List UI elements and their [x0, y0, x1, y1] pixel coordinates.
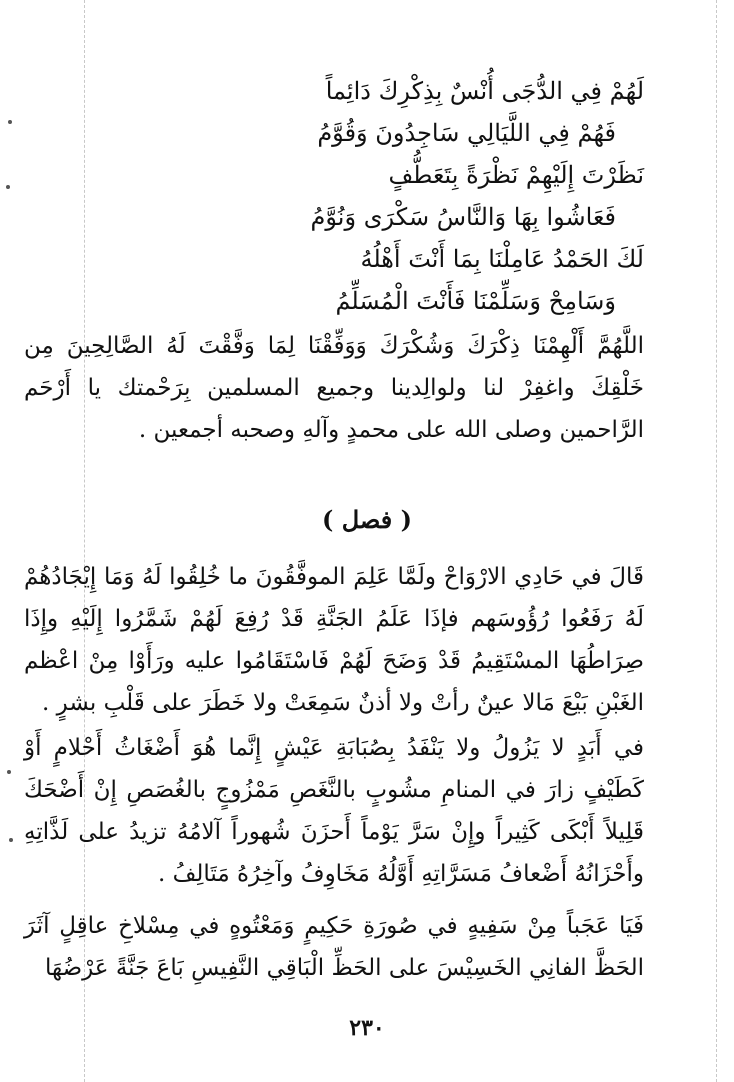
- scan-guide-right: [716, 0, 717, 1082]
- poem-verse: لَهُمْ فِي الدُّجَى أُنْسٌ بِذِكْرِكَ دَائِماً: [325, 77, 644, 105]
- poem-verse: نَظَرْتَ إِلَيْهِمْ نَظْرَةً بِتَعَطُّفٍ: [388, 161, 644, 189]
- poem-block: [84, 70, 644, 322]
- page-number: ٢٣٠: [349, 1015, 385, 1041]
- scan-speck: [7, 770, 11, 774]
- body-paragraph: فَيَا عَجَباً مِنْ سَفِيهٍ في صُورَةِ حَكِيمٍ وَمَعْتُوهٍ في مِسْلاخِ عاقِلٍ آثَرَ الحَظَّ الفانِي الخَسِيْسَ على الحَظِّ الْبَاقِي النَّفِيسِ بَاعَ جَنَّةً عَرْضُهَا: [24, 913, 644, 981]
- body-paragraph: قَالَ في حَادِي الارْوَاحْ ولَمَّا عَلِمَ الموفَّقُونَ ما خُلِقُوا لَهُ وَمَا إِيْجَادُهُمْ لَهُ رَفَعُوا رُؤُوسَهم فإذَا عَلَمُ الجَنَّةِ قَدْ رُفِعَ لَهُمْ شَمَّرُوا إِلَيْهِ وإِذَا صِرَاطُهَا المسْتَقِيمُ قَدْ وَضَحَ لَهُمْ فَاسْتَقَامُوا عليه ورَأَوْا مِنْ اعْظم الغَبْنِ بَيْعَ مَالا عينٌ رأتْ ولا أذنٌ سَمِعَتْ ولا خَطَرَ على قَلْبِ بشرٍ .: [24, 564, 644, 716]
- section-heading: ( فصل ): [322, 505, 412, 534]
- poem-verse: وَسَامِحْ وَسَلِّمْنَا فَأَنْتَ الْمُسَلِّمُ: [335, 287, 616, 315]
- scan-speck: [9, 838, 13, 842]
- poem-verse: فَعَاشُوا بِهَا وَالنَّاسُ سَكْرَى وَنُوَّمُ: [310, 203, 616, 231]
- scan-speck: [8, 120, 12, 124]
- poem-verse: فَهُمْ فِي اللَّيَالِي سَاجِدُونَ وَقُوَّمُ: [317, 119, 616, 147]
- poem-verse: لَكَ الحَمْدُ عَامِلْنَا بِمَا أَنْتَ أَهْلُهُ: [360, 245, 644, 273]
- prayer-paragraph: اللَّهُمَّ أَلْهِمْنَا ذِكْرَكَ وَشُكْرَكَ وَوَفِّقْنَا لِمَا وَفَّقْتَ لَهُ الصَّالِحِينَ مِن خَلْقِكَ واغفِرْ لنا ولوالِدينا وجميع المسلمين بِرَحْمتك يا أَرْحَم الرَّاحمين وصلى الله على محمدٍ وآلهِ وصحبه أجمعين .: [24, 333, 644, 443]
- scan-speck: [6, 185, 10, 189]
- body-paragraph: في أَبَدٍ لا يَزُولُ ولا يَنْفَدُ بِصُبَابَةِ عَيْشٍ إِنَّما هُوَ أَضْغَاثُ أَحْلامٍ أَوْ كَطَيْفٍ زارَ في المنامِ مشُوبٍ بالنَّغَصِ مَمْزُوجٍ بالغُصَصِ إِنْ أَضْحَكَ قَلِيلاً أَبْكَى كَثِيراً وإِنْ سَرَّ يَوْماً أَحزَنَ شُهوراً آلامُهُ تزيدُ على لَذَّاتِهِ وأَحْزَانُهُ أَضْعافُ مَسَرَّاتِهِ أَوَّلُهُ مَخَاوِفُ وآخِرُهُ مَتَالِفُ .: [24, 735, 644, 887]
